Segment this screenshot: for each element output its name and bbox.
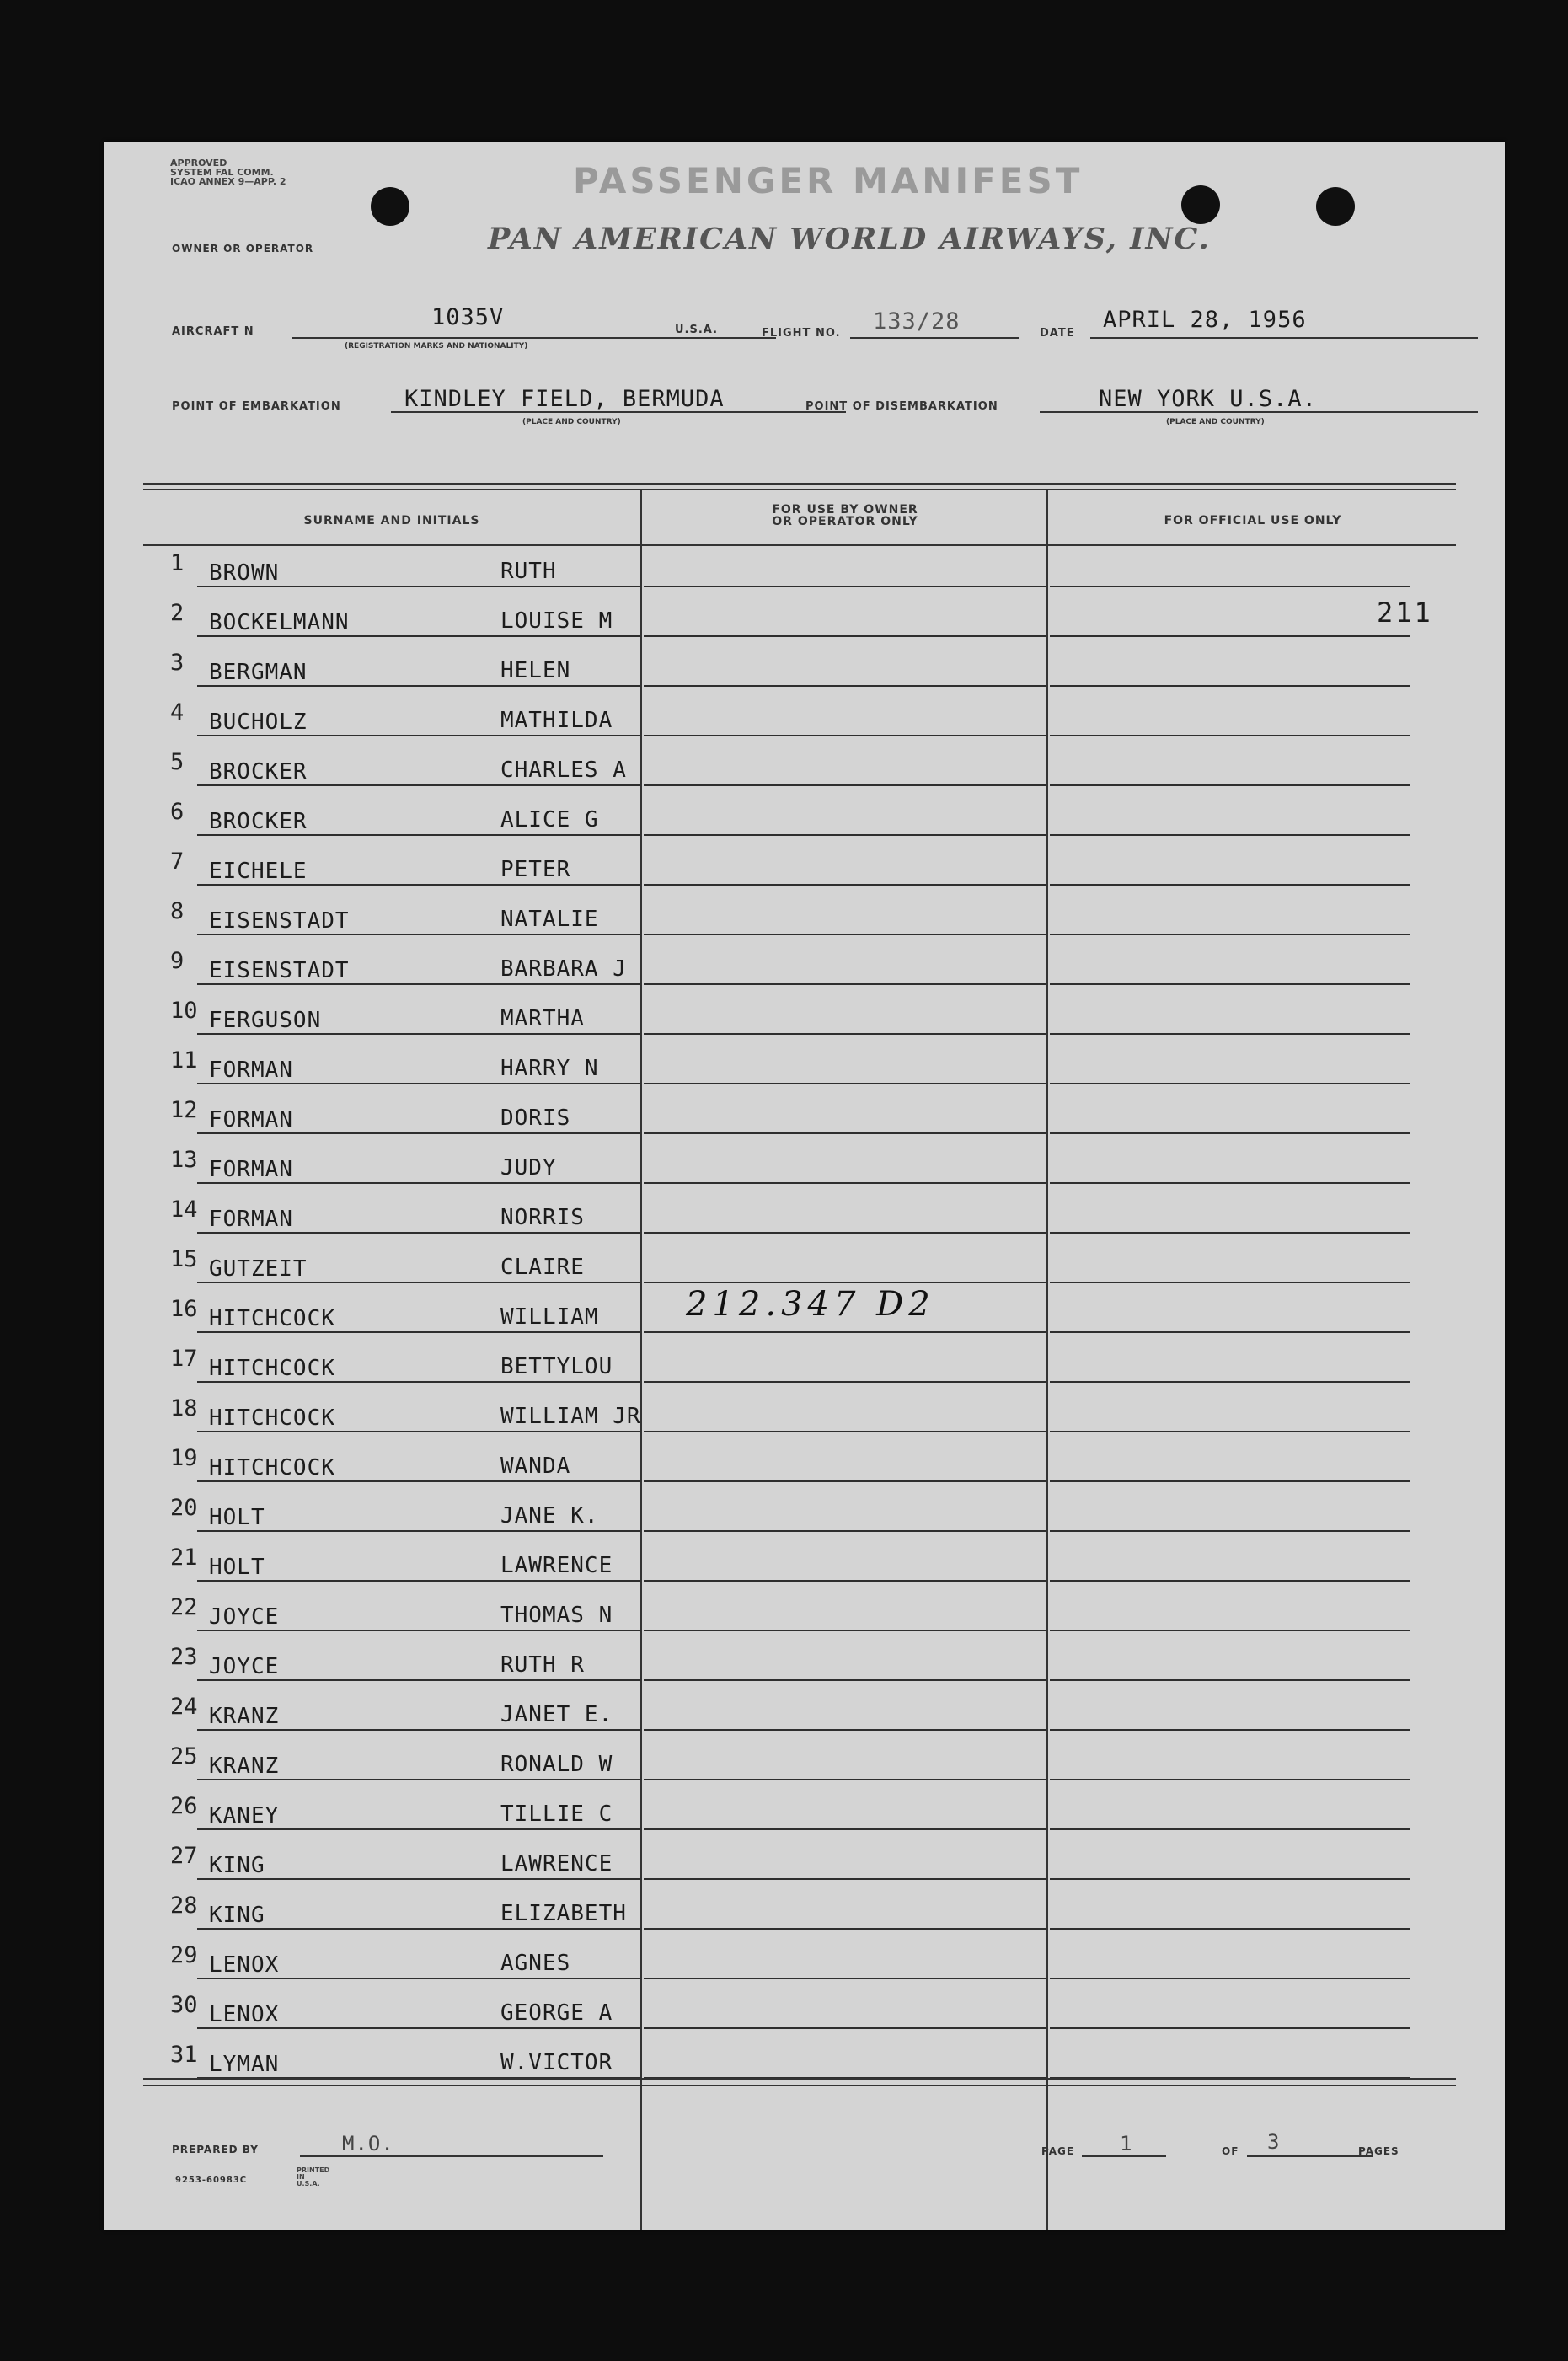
row-rule	[1050, 1580, 1410, 1582]
flight-label: FLIGHT NO.	[762, 327, 841, 340]
row-rule	[644, 1530, 1046, 1532]
page-underline	[1082, 2155, 1166, 2157]
row-rule	[1050, 1331, 1410, 1333]
embark-sublabel: (PLACE AND COUNTRY)	[522, 418, 621, 426]
company-name: PAN AMERICAN WORLD AIRWAYS, INC.	[488, 222, 1211, 256]
row-rule	[197, 1381, 640, 1383]
passenger-surname: HITCHCOCK	[209, 1405, 335, 1431]
row-rule	[644, 1978, 1046, 1979]
passenger-surname: BROWN	[209, 560, 280, 586]
row-number: 1	[170, 550, 185, 576]
row-rule	[197, 784, 640, 786]
passenger-given-names: JANET E.	[500, 1702, 613, 1727]
row-rule	[644, 934, 1046, 935]
row-rule	[1050, 1978, 1410, 1979]
row-rule	[197, 884, 640, 886]
row-rule	[644, 784, 1046, 786]
printed-note: PRINTED IN U.S.A.	[297, 2166, 330, 2187]
row-number: 11	[170, 1047, 198, 1073]
row-rule	[197, 586, 640, 587]
owner-label: OWNER OR OPERATOR	[172, 243, 314, 254]
row-rule	[197, 2027, 640, 2029]
row-number: 24	[170, 1694, 198, 1720]
passenger-surname: BERGMAN	[209, 660, 308, 685]
table-bottom-border	[143, 2078, 1456, 2080]
disembark-label: POINT OF DISEMBARKATION	[805, 400, 998, 413]
prepared-value: M.O.	[342, 2132, 394, 2155]
passenger-surname: FORMAN	[209, 1107, 293, 1132]
row-rule	[644, 1928, 1046, 1930]
row-rule	[197, 1132, 640, 1134]
row-rule	[644, 1381, 1046, 1383]
passenger-given-names: GEORGE A	[500, 2000, 613, 2026]
passenger-surname: KANEY	[209, 1803, 280, 1828]
passenger-surname: FORMAN	[209, 1207, 293, 1232]
date-label: DATE	[1040, 327, 1075, 340]
embark-value: KINDLEY FIELD, BERMUDA	[404, 386, 725, 412]
row-rule	[1050, 1083, 1410, 1084]
row-number: 25	[170, 1743, 198, 1769]
row-rule	[1050, 635, 1410, 637]
row-number: 5	[170, 749, 185, 775]
punch-hole	[1316, 187, 1355, 226]
row-number: 4	[170, 699, 185, 725]
passenger-surname: HOLT	[209, 1555, 265, 1580]
passenger-given-names: AGNES	[500, 1951, 571, 1976]
pages-label: PAGES	[1358, 2145, 1399, 2157]
aircraft-label: AIRCRAFT N	[172, 325, 254, 338]
passenger-given-names: LAWRENCE	[500, 1553, 613, 1578]
row-rule	[197, 834, 640, 836]
manifest-sheet	[104, 142, 1505, 2230]
passenger-surname: EISENSTADT	[209, 908, 350, 934]
passenger-surname: FORMAN	[209, 1157, 293, 1182]
page-title: PASSENGER MANIFEST	[573, 160, 1084, 201]
passenger-surname: BOCKELMANN	[209, 610, 350, 635]
row-rule	[644, 1779, 1046, 1780]
row-number: 28	[170, 1893, 198, 1919]
row-rule	[197, 1779, 640, 1780]
row-number: 16	[170, 1296, 198, 1322]
passenger-given-names: WILLIAM JR	[500, 1404, 641, 1429]
row-rule	[1050, 735, 1410, 736]
passenger-surname: FERGUSON	[209, 1008, 322, 1033]
passenger-surname: LYMAN	[209, 2052, 280, 2077]
row-number: 20	[170, 1495, 198, 1521]
row-number: 7	[170, 849, 185, 875]
row-number: 23	[170, 1644, 198, 1670]
row-number: 3	[170, 650, 185, 676]
row-rule	[1050, 1828, 1410, 1830]
row-rule	[644, 1729, 1046, 1731]
row-rule	[1050, 1033, 1410, 1035]
row-number: 17	[170, 1346, 198, 1372]
row-rule	[197, 1083, 640, 1084]
row-rule	[197, 1431, 640, 1432]
row-rule	[197, 1480, 640, 1482]
passenger-surname: EICHELE	[209, 859, 308, 884]
row-rule	[1050, 1530, 1410, 1532]
passenger-surname: KRANZ	[209, 1753, 280, 1779]
row-rule	[644, 1828, 1046, 1830]
row-rule	[197, 1878, 640, 1880]
passenger-surname: KING	[209, 1903, 265, 1928]
row-number: 8	[170, 898, 185, 924]
passenger-given-names: RUTH	[500, 559, 557, 584]
passenger-surname: HITCHCOCK	[209, 1356, 335, 1381]
disembark-sublabel: (PLACE AND COUNTRY)	[1166, 418, 1265, 426]
passenger-surname: LENOX	[209, 2002, 280, 2027]
passenger-surname: FORMAN	[209, 1057, 293, 1083]
row-rule	[1050, 1132, 1410, 1134]
row-rule	[1050, 1182, 1410, 1184]
row-number: 14	[170, 1197, 198, 1223]
row-rule	[1050, 1630, 1410, 1631]
row-rule	[1050, 1431, 1410, 1432]
aircraft-sublabel: (REGISTRATION MARKS AND NATIONALITY)	[345, 342, 528, 351]
passenger-surname: HOLT	[209, 1505, 265, 1530]
country-label: U.S.A.	[675, 324, 719, 336]
table-top-border	[143, 483, 1456, 485]
row-rule	[1050, 586, 1410, 587]
row-rule	[1050, 685, 1410, 687]
row-rule	[644, 1679, 1046, 1681]
punch-hole	[1181, 185, 1220, 224]
row-rule	[644, 735, 1046, 736]
column-divider	[1046, 490, 1048, 2230]
passenger-given-names: CLAIRE	[500, 1255, 585, 1280]
row-rule	[197, 1828, 640, 1830]
row-number: 10	[170, 998, 198, 1024]
passenger-given-names: LOUISE M	[500, 608, 613, 634]
passenger-given-names: W.VICTOR	[500, 2050, 613, 2075]
row-number: 6	[170, 799, 185, 825]
passenger-surname: BROCKER	[209, 759, 308, 784]
passenger-given-names: HARRY N	[500, 1056, 599, 1081]
row-number: 27	[170, 1843, 198, 1869]
row-number: 13	[170, 1147, 198, 1173]
date-value: APRIL 28, 1956	[1103, 307, 1307, 333]
row-rule	[644, 834, 1046, 836]
row-rule	[1050, 784, 1410, 786]
passenger-given-names: JANE K.	[500, 1503, 599, 1528]
passenger-given-names: RUTH R	[500, 1652, 585, 1678]
column-divider	[640, 490, 642, 2230]
passenger-given-names: DORIS	[500, 1106, 571, 1131]
approval-note: APPROVED SYSTEM FAL COMM. ICAO ANNEX 9—APP. 2	[170, 158, 286, 187]
row-rule	[644, 1132, 1046, 1134]
row-rule	[644, 1282, 1046, 1283]
passenger-given-names: JUDY	[500, 1155, 557, 1180]
row-rule	[644, 1480, 1046, 1482]
row-rule	[644, 884, 1046, 886]
of-value: 3	[1267, 2130, 1281, 2154]
passenger-given-names: THOMAS N	[500, 1603, 613, 1628]
row-rule	[1050, 1928, 1410, 1930]
row-number: 21	[170, 1545, 198, 1571]
row-rule	[644, 1033, 1046, 1035]
row-rule	[644, 1580, 1046, 1582]
row-number: 18	[170, 1395, 198, 1421]
row-number: 9	[170, 948, 185, 974]
row-rule	[1050, 1779, 1410, 1780]
passenger-given-names: BARBARA J	[500, 956, 627, 982]
row-rule	[644, 685, 1046, 687]
row-number: 15	[170, 1246, 198, 1272]
passenger-given-names: TILLIE C	[500, 1802, 613, 1827]
row-rule	[644, 1083, 1046, 1084]
passenger-surname: HITCHCOCK	[209, 1455, 335, 1480]
passenger-given-names: WANDA	[500, 1454, 571, 1479]
prepared-label: PREPARED BY	[172, 2144, 259, 2155]
punch-hole	[371, 187, 409, 226]
row-rule	[197, 1331, 640, 1333]
row-rule	[1050, 1878, 1410, 1880]
passenger-surname: JOYCE	[209, 1604, 280, 1630]
passenger-surname: BROCKER	[209, 809, 308, 834]
row-rule	[1050, 934, 1410, 935]
passenger-surname: KING	[209, 1853, 265, 1878]
passenger-given-names: BETTYLOU	[500, 1354, 613, 1379]
row-rule	[644, 1878, 1046, 1880]
row-rule	[644, 586, 1046, 587]
row-rule	[644, 1431, 1046, 1432]
passenger-surname: BUCHOLZ	[209, 709, 308, 735]
row-number: 2	[170, 600, 185, 626]
aircraft-underline	[292, 337, 776, 339]
official-note: 211	[1377, 597, 1433, 629]
row-rule	[1050, 1729, 1410, 1731]
surname-column-header: SURNAME AND INITIALS	[303, 514, 480, 527]
row-rule	[197, 1033, 640, 1035]
table-top-border	[143, 489, 1456, 490]
row-number: 22	[170, 1594, 198, 1620]
row-number: 12	[170, 1097, 198, 1123]
row-number: 29	[170, 1942, 198, 1968]
row-rule	[197, 735, 640, 736]
page-value: 1	[1120, 2132, 1133, 2155]
row-rule	[197, 1580, 640, 1582]
passenger-given-names: RONALD W	[500, 1752, 613, 1777]
passenger-surname: LENOX	[209, 1952, 280, 1978]
passenger-given-names: PETER	[500, 857, 571, 882]
row-rule	[197, 1729, 640, 1731]
row-rule	[644, 1232, 1046, 1234]
row-rule	[1050, 1282, 1410, 1283]
row-rule	[197, 1530, 640, 1532]
row-rule	[1050, 834, 1410, 836]
form-number: 9253-60983C	[175, 2176, 248, 2185]
row-rule	[197, 635, 640, 637]
row-rule	[644, 635, 1046, 637]
passenger-surname: EISENSTADT	[209, 958, 350, 983]
passenger-given-names: NATALIE	[500, 907, 599, 932]
row-rule	[197, 1978, 640, 1979]
page-label: PAGE	[1041, 2145, 1075, 2157]
passenger-given-names: CHARLES A	[500, 758, 627, 783]
flight-underline	[850, 337, 1019, 339]
row-rule	[644, 1630, 1046, 1631]
embark-label: POINT OF EMBARKATION	[172, 400, 341, 413]
passenger-given-names: HELEN	[500, 658, 571, 683]
passenger-surname: JOYCE	[209, 1654, 280, 1679]
row-rule	[1050, 1480, 1410, 1482]
owner-column-header: FOR USE BY OWNER OR OPERATOR ONLY	[772, 503, 918, 528]
passenger-surname: KRANZ	[209, 1704, 280, 1729]
row-rule	[1050, 1232, 1410, 1234]
row-number: 30	[170, 1992, 198, 2018]
passenger-given-names: NORRIS	[500, 1205, 585, 1230]
passenger-surname: GUTZEIT	[209, 1256, 308, 1282]
row-rule	[197, 685, 640, 687]
row-rule	[197, 934, 640, 935]
passenger-given-names: MARTHA	[500, 1006, 585, 1031]
passenger-surname: HITCHCOCK	[209, 1306, 335, 1331]
row-rule	[197, 1630, 640, 1631]
header-bottom-border	[143, 544, 1456, 546]
row-rule	[644, 983, 1046, 985]
passenger-given-names: MATHILDA	[500, 708, 613, 733]
table-bottom-border	[143, 2085, 1456, 2086]
date-underline	[1090, 337, 1478, 339]
row-rule	[644, 1331, 1046, 1333]
row-rule	[1050, 2027, 1410, 2029]
row-rule	[197, 1282, 640, 1283]
row-rule	[644, 2027, 1046, 2029]
handwritten-note: 212.347 D2	[686, 1285, 935, 1324]
aircraft-value: 1035V	[431, 304, 505, 330]
row-rule	[197, 1232, 640, 1234]
flight-value: 133/28	[873, 308, 961, 335]
row-rule	[1050, 983, 1410, 985]
official-column-header: FOR OFFICIAL USE ONLY	[1164, 514, 1342, 527]
row-rule	[197, 1679, 640, 1681]
passenger-given-names: ALICE G	[500, 807, 599, 833]
row-rule	[197, 1928, 640, 1930]
disembark-value: NEW YORK U.S.A.	[1099, 386, 1317, 412]
passenger-given-names: LAWRENCE	[500, 1851, 613, 1876]
row-number: 19	[170, 1445, 198, 1471]
row-number: 31	[170, 2042, 198, 2068]
of-underline	[1247, 2155, 1373, 2157]
passenger-given-names: WILLIAM	[500, 1304, 599, 1330]
row-rule	[197, 1182, 640, 1184]
of-label: OF	[1222, 2145, 1239, 2157]
passenger-given-names: ELIZABETH	[500, 1901, 627, 1926]
row-rule	[644, 1182, 1046, 1184]
row-rule	[197, 983, 640, 985]
prepared-underline	[300, 2155, 603, 2157]
row-rule	[1050, 884, 1410, 886]
row-rule	[1050, 1679, 1410, 1681]
row-number: 26	[170, 1793, 198, 1819]
row-rule	[1050, 1381, 1410, 1383]
